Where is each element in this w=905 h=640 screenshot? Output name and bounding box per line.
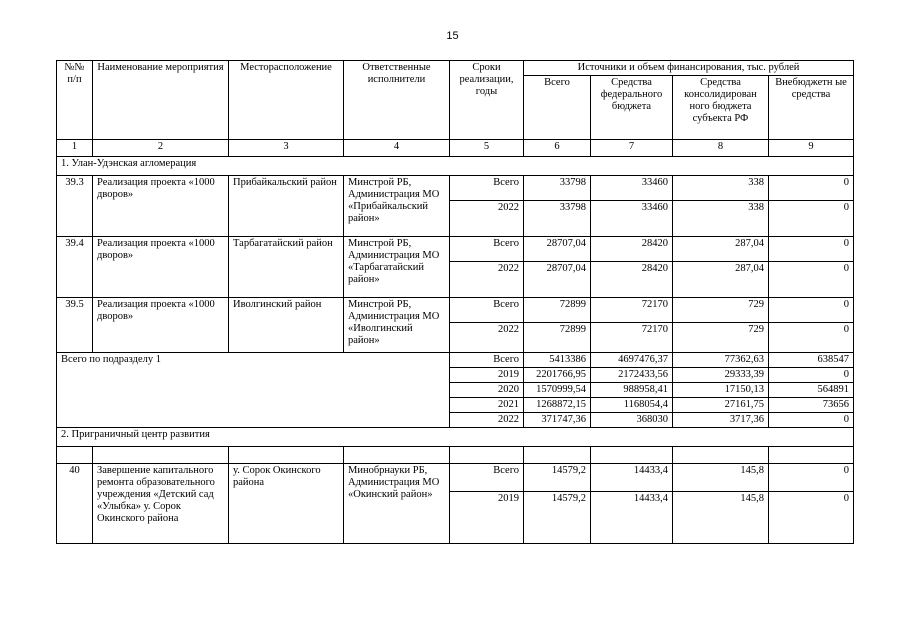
financing-table xyxy=(56,60,854,544)
column-number: 6 xyxy=(524,140,591,157)
section-title: 1. Улан-Удэнская агломерация xyxy=(57,157,854,176)
column-number: 4 xyxy=(344,140,450,157)
row-regional: 29333,39 xyxy=(673,368,769,383)
row-name: Реализация проекта «1000 дворов» xyxy=(93,237,229,298)
header-total: Всего xyxy=(524,76,591,140)
header-federal: Средства федерального бюджета xyxy=(591,76,673,140)
row-period: 2022 xyxy=(450,323,524,353)
column-number: 2 xyxy=(93,140,229,157)
row-regional: 338 xyxy=(673,201,769,237)
row-total: 33798 xyxy=(524,201,591,237)
row-total: 2201766,95 xyxy=(524,368,591,383)
row-location: Прибайкальский район xyxy=(229,176,344,237)
subtotal-label: Всего по подразделу 1 xyxy=(57,353,450,428)
row-total: 28707,04 xyxy=(524,237,591,262)
table-row xyxy=(57,176,854,201)
row-federal: 33460 xyxy=(591,176,673,201)
blank-cell xyxy=(450,447,524,464)
row-period: 2020 xyxy=(450,383,524,398)
row-total: 33798 xyxy=(524,176,591,201)
row-extra: 0 xyxy=(769,262,854,298)
row-federal: 72170 xyxy=(591,298,673,323)
row-extra: 0 xyxy=(769,368,854,383)
row-executors: Минстрой РБ, Администрация МО «Тарбагатайский район» xyxy=(344,237,450,298)
row-regional: 287,04 xyxy=(673,237,769,262)
row-total: 14579,2 xyxy=(524,492,591,544)
header-period: Сроки реализации, годы xyxy=(450,61,524,140)
row-federal: 988958,41 xyxy=(591,383,673,398)
row-federal: 4697476,37 xyxy=(591,353,673,368)
column-number: 5 xyxy=(450,140,524,157)
row-regional: 729 xyxy=(673,298,769,323)
blank-cell xyxy=(93,447,229,464)
row-number: 39.5 xyxy=(57,298,93,353)
row-extra: 0 xyxy=(769,323,854,353)
column-number: 7 xyxy=(591,140,673,157)
blank-row xyxy=(57,447,854,464)
header-funding-group: Источники и объем финансирования, тыс. рублей xyxy=(524,61,854,76)
row-extra: 638547 xyxy=(769,353,854,368)
blank-cell xyxy=(524,447,591,464)
row-regional: 145,8 xyxy=(673,492,769,544)
header-executors: Ответственные исполнители xyxy=(344,61,450,140)
row-federal: 1168054,4 xyxy=(591,398,673,413)
column-number-row xyxy=(57,140,854,157)
row-number: 39.4 xyxy=(57,237,93,298)
row-period: Всего xyxy=(450,353,524,368)
row-federal: 14433,4 xyxy=(591,464,673,492)
row-period: 2022 xyxy=(450,201,524,237)
row-total: 28707,04 xyxy=(524,262,591,298)
section-title: 2. Приграничный центр развития xyxy=(57,428,854,447)
row-location: у. Сорок Окинского района xyxy=(229,464,344,544)
blank-cell xyxy=(57,447,93,464)
section-row xyxy=(57,428,854,447)
row-federal: 2172433,56 xyxy=(591,368,673,383)
row-federal: 14433,4 xyxy=(591,492,673,544)
row-regional: 17150,13 xyxy=(673,383,769,398)
column-number: 3 xyxy=(229,140,344,157)
row-executors: Минстрой РБ, Администрация МО «Иволгинский район» xyxy=(344,298,450,353)
header-location: Месторасположение xyxy=(229,61,344,140)
row-total: 5413386 xyxy=(524,353,591,368)
row-location: Тарбагатайский район xyxy=(229,237,344,298)
row-period: Всего xyxy=(450,464,524,492)
row-extra: 0 xyxy=(769,176,854,201)
table-row xyxy=(57,298,854,323)
subtotal-row xyxy=(57,353,854,368)
row-total: 1570999,54 xyxy=(524,383,591,398)
row-extra: 0 xyxy=(769,464,854,492)
row-regional: 27161,75 xyxy=(673,398,769,413)
row-executors: Минстрой РБ, Администрация МО «Прибайкальский район» xyxy=(344,176,450,237)
row-total: 371747,36 xyxy=(524,413,591,428)
row-period: 2022 xyxy=(450,262,524,298)
row-federal: 72170 xyxy=(591,323,673,353)
row-regional: 729 xyxy=(673,323,769,353)
blank-cell xyxy=(769,447,854,464)
row-federal: 33460 xyxy=(591,201,673,237)
row-name: Реализация проекта «1000 дворов» xyxy=(93,176,229,237)
row-regional: 3717,36 xyxy=(673,413,769,428)
row-period: Всего xyxy=(450,176,524,201)
row-regional: 338 xyxy=(673,176,769,201)
row-extra: 73656 xyxy=(769,398,854,413)
row-extra: 0 xyxy=(769,201,854,237)
section-row xyxy=(57,157,854,176)
row-location: Иволгинский район xyxy=(229,298,344,353)
row-extra: 0 xyxy=(769,237,854,262)
row-regional: 77362,63 xyxy=(673,353,769,368)
blank-cell xyxy=(591,447,673,464)
row-number: 40 xyxy=(57,464,93,544)
header-num: №№ п/п xyxy=(57,61,93,140)
row-name: Реализация проекта «1000 дворов» xyxy=(93,298,229,353)
row-federal: 28420 xyxy=(591,262,673,298)
row-period: 2021 xyxy=(450,398,524,413)
row-regional: 287,04 xyxy=(673,262,769,298)
row-total: 72899 xyxy=(524,323,591,353)
column-number: 8 xyxy=(673,140,769,157)
row-extra: 0 xyxy=(769,298,854,323)
header-extra: Внебюджетн ые средства xyxy=(769,76,854,140)
row-extra: 0 xyxy=(769,413,854,428)
row-extra: 564891 xyxy=(769,383,854,398)
page-number: 15 xyxy=(446,30,459,42)
row-period: 2019 xyxy=(450,492,524,544)
row-number: 39.3 xyxy=(57,176,93,237)
table-row xyxy=(57,464,854,492)
column-number: 1 xyxy=(57,140,93,157)
row-federal: 28420 xyxy=(591,237,673,262)
header-row xyxy=(57,61,854,76)
row-total: 1268872,15 xyxy=(524,398,591,413)
row-total: 72899 xyxy=(524,298,591,323)
table-row xyxy=(57,237,854,262)
header-name: Наименование мероприятия xyxy=(93,61,229,140)
row-executors: Минобрнауки РБ, Администрация МО «Окинский район» xyxy=(344,464,450,544)
row-period: Всего xyxy=(450,298,524,323)
row-period: 2019 xyxy=(450,368,524,383)
blank-cell xyxy=(344,447,450,464)
row-federal: 368030 xyxy=(591,413,673,428)
row-total: 14579,2 xyxy=(524,464,591,492)
header-regional: Средства консолидирован ного бюджета субъекта РФ xyxy=(673,76,769,140)
column-number: 9 xyxy=(769,140,854,157)
row-regional: 145,8 xyxy=(673,464,769,492)
blank-cell xyxy=(229,447,344,464)
row-extra: 0 xyxy=(769,492,854,544)
row-name: Завершение капитального ремонта образовательного учреждения «Детский сад «Улыбка» у. Сорок Окинского района xyxy=(93,464,229,544)
blank-cell xyxy=(673,447,769,464)
row-period: 2022 xyxy=(450,413,524,428)
row-period: Всего xyxy=(450,237,524,262)
